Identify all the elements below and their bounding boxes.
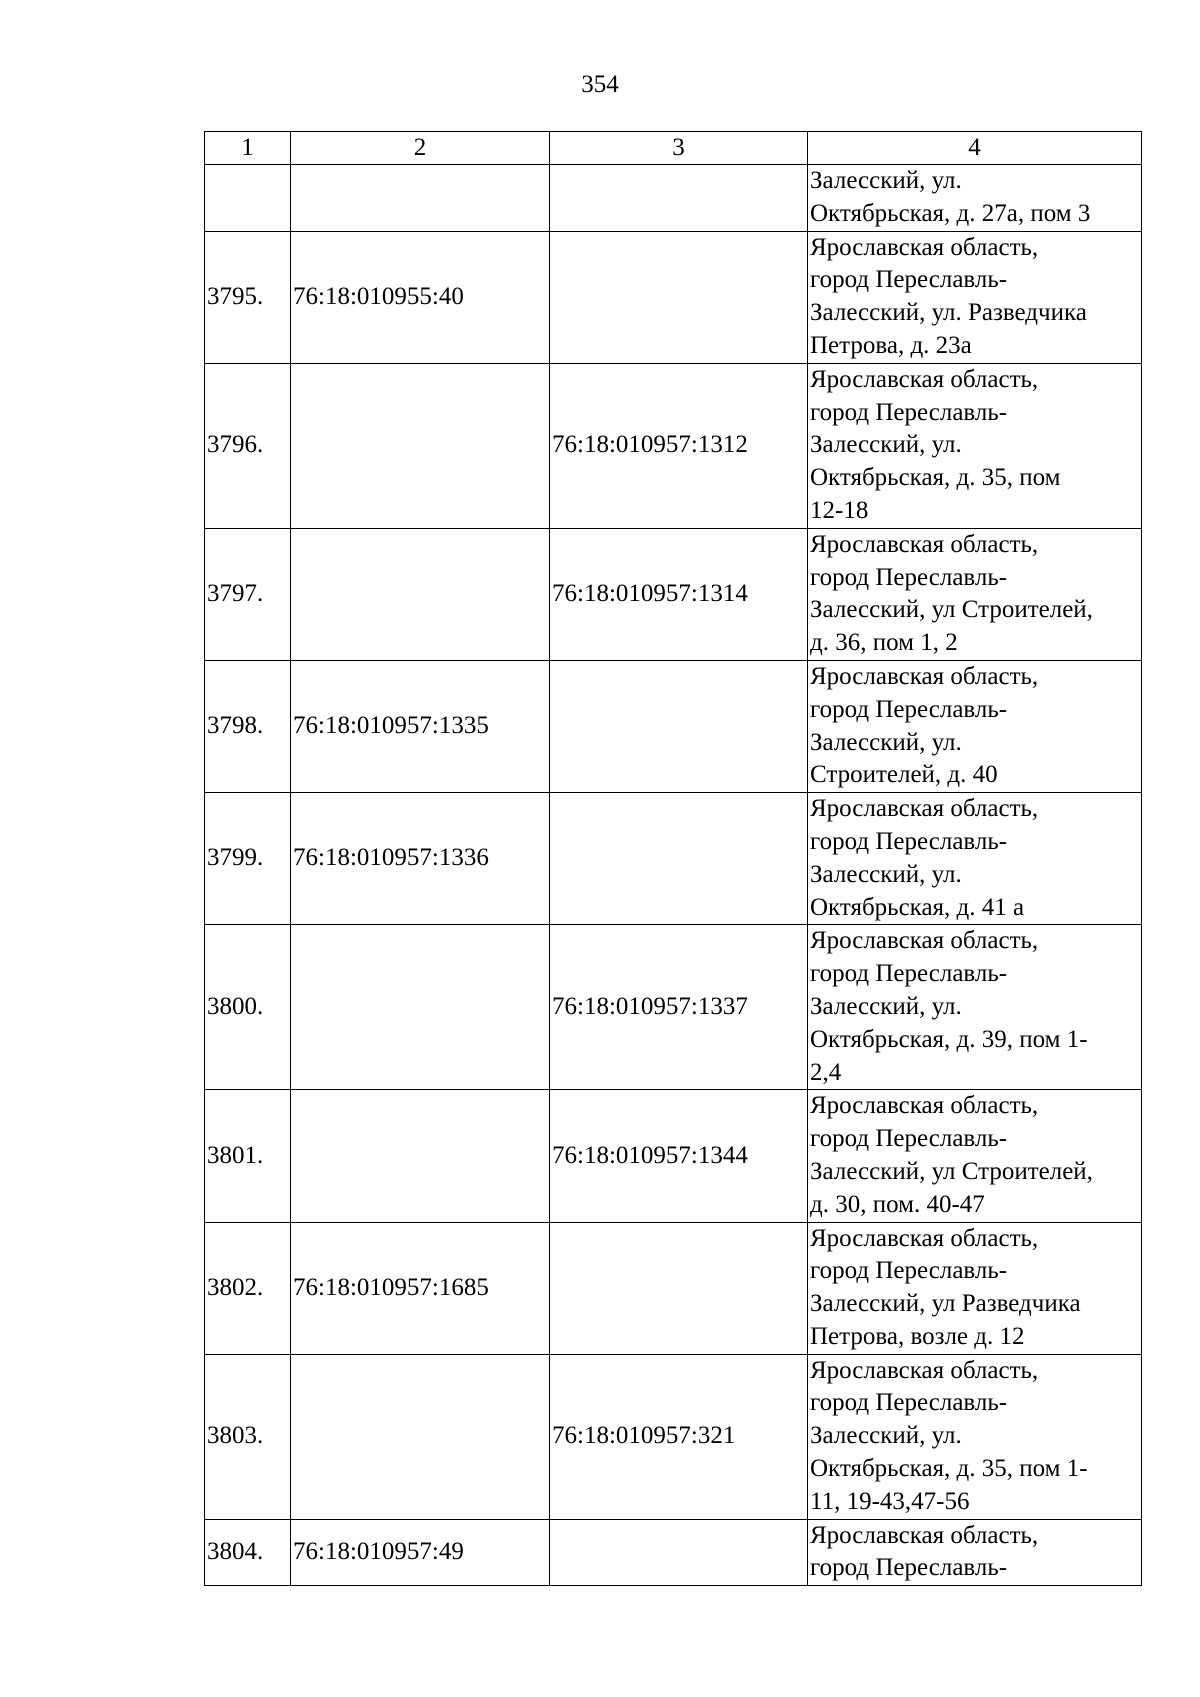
cadastral-number-cell: 76:18:010957:321	[550, 1354, 808, 1519]
address-line: Ярославская область,	[810, 927, 1039, 955]
row-number-cell	[205, 165, 291, 232]
address-line: город Переславль-	[810, 1125, 1008, 1153]
table-row	[205, 1354, 1142, 1519]
table-header-row	[205, 132, 1142, 165]
address-line: Ярославская область,	[810, 1356, 1039, 1384]
address-cell	[808, 793, 1142, 925]
address-cell	[808, 1519, 1142, 1586]
address-line: Залесский, ул.	[810, 728, 962, 756]
cadastral-number-cell: 76:18:010957:49	[291, 1519, 550, 1586]
address-line: Залесский, ул.	[810, 860, 962, 888]
cadastral-number-cell	[550, 231, 808, 363]
cadastral-number-cell: 76:18:010957:1312	[550, 363, 808, 528]
address-cell	[808, 231, 1142, 363]
cadastral-number-cell	[291, 528, 550, 660]
address-cell	[808, 1222, 1142, 1354]
row-number-cell: 3795.	[205, 231, 291, 363]
registry-table	[204, 131, 1142, 1586]
address-line: Октябрьская, д. 27а, пом 3	[810, 199, 1091, 227]
address-line: Залесский, ул Строителей,	[810, 596, 1093, 624]
cadastral-number-cell	[291, 165, 550, 232]
cadastral-number-cell	[550, 660, 808, 792]
table-row	[205, 1090, 1142, 1222]
address-line: город Переславль-	[810, 563, 1008, 591]
row-number-cell: 3798.	[205, 660, 291, 792]
address-line: Залесский, ул Строителей,	[810, 1157, 1093, 1185]
address-line: Ярославская область,	[810, 1092, 1039, 1120]
address-line: 11, 19-43,47-56	[810, 1487, 970, 1515]
address-line: 12-18	[810, 496, 869, 524]
cadastral-number-cell: 76:18:010957:1336	[291, 793, 550, 925]
address-cell	[808, 528, 1142, 660]
cadastral-number-cell	[291, 363, 550, 528]
address-line: Ярославская область,	[810, 662, 1039, 690]
table-row	[205, 925, 1142, 1090]
address-line: Октябрьская, д. 35, пом 1-	[810, 1455, 1088, 1483]
address-line: город Переславль-	[810, 1257, 1008, 1285]
address-line: город Переславль-	[810, 695, 1008, 723]
address-line: Октябрьская, д. 35, пом	[810, 464, 1061, 492]
address-line: город Переславль-	[810, 1554, 1008, 1582]
row-number-cell: 3796.	[205, 363, 291, 528]
address-line: Ярославская область,	[810, 1224, 1039, 1252]
column-header-1: 1	[205, 132, 291, 165]
address-line: Ярославская область,	[810, 530, 1039, 558]
table-body	[205, 132, 1142, 1586]
address-line: д. 30, пом. 40-47	[810, 1190, 985, 1218]
column-header-4: 4	[808, 132, 1142, 165]
table-row	[205, 1519, 1142, 1586]
table-row	[205, 363, 1142, 528]
address-cell	[808, 925, 1142, 1090]
address-line: Залесский, ул.	[810, 431, 962, 459]
address-cell	[808, 363, 1142, 528]
address-cell	[808, 1354, 1142, 1519]
row-number-cell: 3802.	[205, 1222, 291, 1354]
cadastral-number-cell: 76:18:010955:40	[291, 231, 550, 363]
cadastral-number-cell	[291, 1354, 550, 1519]
column-header-3: 3	[550, 132, 808, 165]
cadastral-number-cell	[550, 1519, 808, 1586]
address-line: Залесский, ул.	[810, 992, 962, 1020]
address-line: Петрова, д. 23а	[810, 331, 972, 359]
table-row	[205, 1222, 1142, 1354]
cadastral-number-cell: 76:18:010957:1685	[291, 1222, 550, 1354]
cadastral-number-cell: 76:18:010957:1335	[291, 660, 550, 792]
address-line: Петрова, возле д. 12	[810, 1322, 1025, 1350]
address-line: город Переславль-	[810, 398, 1008, 426]
row-number-cell: 3800.	[205, 925, 291, 1090]
address-cell	[808, 1090, 1142, 1222]
address-line: Ярославская область,	[810, 1521, 1039, 1549]
address-line: Залесский, ул.	[810, 1422, 962, 1450]
table-row	[205, 528, 1142, 660]
address-line: город Переславль-	[810, 827, 1008, 855]
row-number-cell: 3799.	[205, 793, 291, 925]
address-line: город Переславль-	[810, 960, 1008, 988]
cadastral-number-cell	[291, 1090, 550, 1222]
address-line: 2,4	[810, 1058, 842, 1086]
cadastral-number-cell	[550, 793, 808, 925]
row-number-cell: 3797.	[205, 528, 291, 660]
address-line: Залесский, ул Разведчика	[810, 1290, 1081, 1318]
address-line: Строителей, д. 40	[810, 761, 998, 789]
cadastral-number-cell	[550, 165, 808, 232]
address-line: Залесский, ул. Разведчика	[810, 299, 1087, 327]
address-line: Ярославская область,	[810, 233, 1039, 261]
cadastral-number-cell: 76:18:010957:1344	[550, 1090, 808, 1222]
address-line: Ярославская область,	[810, 795, 1039, 823]
row-number-cell: 3803.	[205, 1354, 291, 1519]
cadastral-number-cell	[550, 1222, 808, 1354]
column-header-2: 2	[291, 132, 550, 165]
table-row	[205, 793, 1142, 925]
row-number-cell: 3801.	[205, 1090, 291, 1222]
table-row	[205, 660, 1142, 792]
address-cell	[808, 165, 1142, 232]
address-line: город Переславль-	[810, 266, 1008, 294]
table-row	[205, 165, 1142, 232]
address-line: Октябрьская, д. 39, пом 1-	[810, 1025, 1088, 1053]
address-line: город Переславль-	[810, 1389, 1008, 1417]
page-number: 354	[581, 71, 619, 98]
address-cell	[808, 660, 1142, 792]
address-line: Залесский, ул.	[810, 167, 962, 194]
cadastral-number-cell: 76:18:010957:1337	[550, 925, 808, 1090]
address-line: Ярославская область,	[810, 365, 1039, 393]
cadastral-number-cell	[291, 925, 550, 1090]
address-line: Октябрьская, д. 41 а	[810, 893, 1025, 921]
address-line: д. 36, пом 1, 2	[810, 629, 958, 657]
table-row	[205, 231, 1142, 363]
row-number-cell: 3804.	[205, 1519, 291, 1586]
cadastral-number-cell: 76:18:010957:1314	[550, 528, 808, 660]
